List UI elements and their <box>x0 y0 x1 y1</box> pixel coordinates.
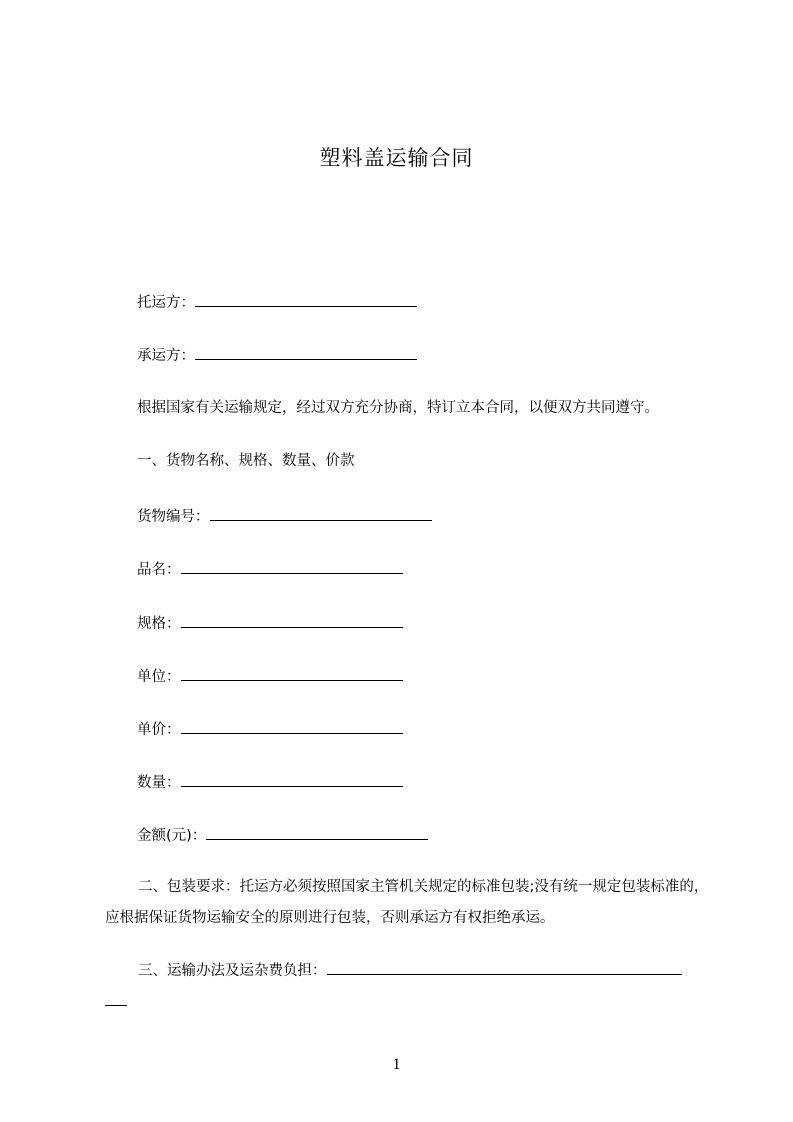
section2-paragraph: 二、包装要求：托运方必须按照国家主管机关规定的标准包装;没有统一规定包装标准的，应根据保证货物运输安全的原则进行包装，否则承运方有权拒绝承运。 <box>105 879 709 926</box>
goods-quantity-blank <box>181 772 403 787</box>
goods-number-blank <box>210 506 432 521</box>
goods-unit-price-line <box>137 719 403 739</box>
document-title: 塑料盖运输合同 <box>319 146 474 170</box>
goods-spec-line <box>137 613 403 633</box>
carrier-label: 承运方： <box>137 348 195 364</box>
section3-label: 三、运输办法及运杂费负担： <box>138 963 327 979</box>
shipper-blank <box>195 292 417 307</box>
goods-quantity-line <box>137 772 403 792</box>
goods-spec-label: 规格： <box>137 616 181 632</box>
goods-number-label: 货物编号： <box>137 509 210 525</box>
page-number: 1 <box>392 1056 401 1073</box>
shipper-line <box>137 292 417 312</box>
goods-name-blank <box>181 559 403 574</box>
goods-unit-price-blank <box>181 719 403 734</box>
goods-unit-blank <box>181 666 403 681</box>
goods-amount-blank <box>206 825 428 840</box>
section3-blank <box>327 960 682 975</box>
goods-spec-blank <box>181 613 403 628</box>
goods-amount-line <box>137 825 428 845</box>
goods-quantity-label: 数量： <box>137 775 181 791</box>
intro-text: 根据国家有关运输规定，经过双方充分协商，特订立本合同，以便双方共同遵守。 <box>137 400 659 416</box>
carrier-blank <box>195 345 417 360</box>
goods-name-line <box>137 559 403 579</box>
shipper-label: 托运方： <box>137 295 195 311</box>
section3-block <box>105 956 705 1018</box>
section1-heading: 一、货物名称、规格、数量、价款 <box>137 453 355 469</box>
goods-unit-line <box>137 666 403 686</box>
goods-amount-label: 金额(元)： <box>137 828 207 844</box>
goods-number-line <box>137 506 432 526</box>
goods-unit-price-label: 单价： <box>137 722 181 738</box>
goods-unit-label: 单位： <box>137 669 181 685</box>
goods-name-label: 品名： <box>137 562 181 578</box>
carrier-line <box>137 345 417 365</box>
section3-blank-continued <box>105 991 127 1006</box>
